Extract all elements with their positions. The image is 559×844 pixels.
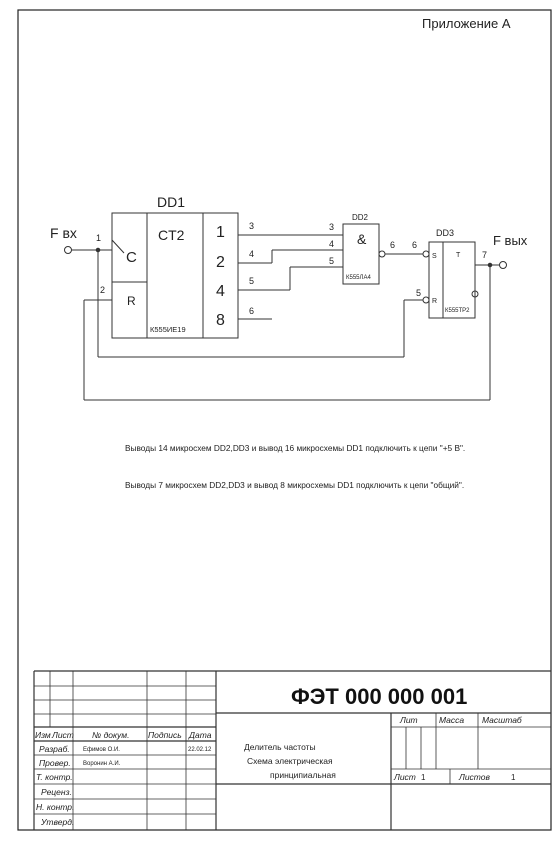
dd1-pin-6: 6 [249, 306, 255, 316]
dd1-pin-4: 4 [249, 249, 255, 259]
dd1-part: К555ИЕ19 [150, 325, 186, 334]
tb-doc-name-line3: принципиальная [270, 770, 336, 780]
dd1-pin-5: 5 [249, 276, 255, 286]
tb-role-norm-control: Н. контр. [36, 802, 75, 812]
tb-header-doc: № докум. [92, 730, 130, 740]
tb-sheets-number: 1 [511, 773, 516, 782]
tb-lit-label: Лит [400, 715, 418, 725]
dd3-r-label: R [432, 298, 438, 305]
dd1-output-1: 1 [216, 224, 225, 241]
tb-developer-name: Ефимов О.И. [83, 747, 120, 753]
note-power: Выводы 14 микросхем DD2,DD3 и вывод 16 микросхемы DD1 подключить к цепи "+5 В". [125, 443, 466, 453]
dd2-pin-3: 3 [329, 222, 335, 232]
tb-doc-name-line1: Делитель частоты [244, 742, 316, 752]
tb-role-developer: Разраб. [39, 744, 70, 754]
f-out-terminal [500, 262, 507, 269]
tb-mass-label: Масса [439, 715, 465, 725]
dd3-s-label: S [432, 253, 437, 260]
dd1-pin-r: 2 [100, 285, 106, 295]
appendix-label: Приложение А [422, 16, 511, 31]
dd1-input-r: R [127, 294, 136, 308]
dd2-pin-6: 6 [390, 240, 396, 250]
dd2-part: К555ЛА4 [346, 275, 371, 281]
f-out-label: F вых [493, 233, 528, 248]
dd1-dynamic-input [112, 240, 124, 253]
dd2-pin-4: 4 [329, 239, 335, 249]
schematic [50, 194, 528, 400]
dd2-function: & [357, 231, 367, 247]
document-designation: ФЭТ 000 000 001 [291, 684, 468, 709]
dd2-pin-5: 5 [329, 256, 335, 266]
tb-role-approved: Утверд. [41, 817, 75, 827]
dd1-output-8: 8 [216, 312, 225, 329]
dd3-part: К555ТР2 [445, 308, 470, 314]
tb-role-reviewer: Реценз. [41, 787, 72, 797]
note-ground: Выводы 7 микросхем DD2,DD3 и вывод 8 микросхемы DD1 подключить к цепи "общий". [125, 480, 465, 490]
dd3-s-inversion [423, 251, 429, 257]
dd1-pin-3: 3 [249, 221, 255, 231]
tb-header-date: Дата [189, 730, 212, 740]
tb-sheet-number: 1 [421, 773, 426, 782]
tb-header-list: Лист [52, 730, 74, 740]
dd3-function: T [456, 252, 461, 259]
tb-scale-label: Масштаб [482, 715, 522, 725]
dd3-pin-7: 7 [482, 250, 488, 260]
dd1-output-2: 2 [216, 254, 225, 271]
dd3-pin-s: 6 [412, 240, 418, 250]
tb-checker-name: Воронин А.И. [83, 761, 121, 767]
tb-role-checker: Провер. [39, 758, 71, 768]
dd1-input-c: C [126, 249, 137, 266]
title-block [34, 671, 551, 830]
tb-date: 22.02.12 [188, 747, 212, 753]
f-in-terminal [65, 247, 72, 254]
tb-doc-name-line2: Схема электрическая [247, 756, 333, 766]
dd2-title: DD2 [352, 213, 369, 222]
tb-header-sign: Подпись [148, 730, 182, 740]
tb-sheets-label: Листов [459, 772, 490, 782]
tb-role-tech-control: Т. контр. [36, 772, 73, 782]
dd3-title: DD3 [436, 228, 455, 238]
dd1-output-4: 4 [216, 283, 225, 300]
junction-fout [488, 263, 492, 267]
dd2-output-inversion [379, 251, 385, 257]
dd1-pin-c: 1 [96, 233, 102, 243]
dd1-function: CT2 [158, 227, 185, 243]
f-in-label: F вх [50, 225, 77, 241]
tb-sheet-label: Лист [394, 772, 416, 782]
sheet-frame [18, 10, 551, 830]
dd3-r-inversion [423, 297, 429, 303]
dd1-title: DD1 [157, 194, 186, 210]
tb-header-izm: Изм [35, 730, 51, 740]
dd3-pin-r: 5 [416, 288, 422, 298]
